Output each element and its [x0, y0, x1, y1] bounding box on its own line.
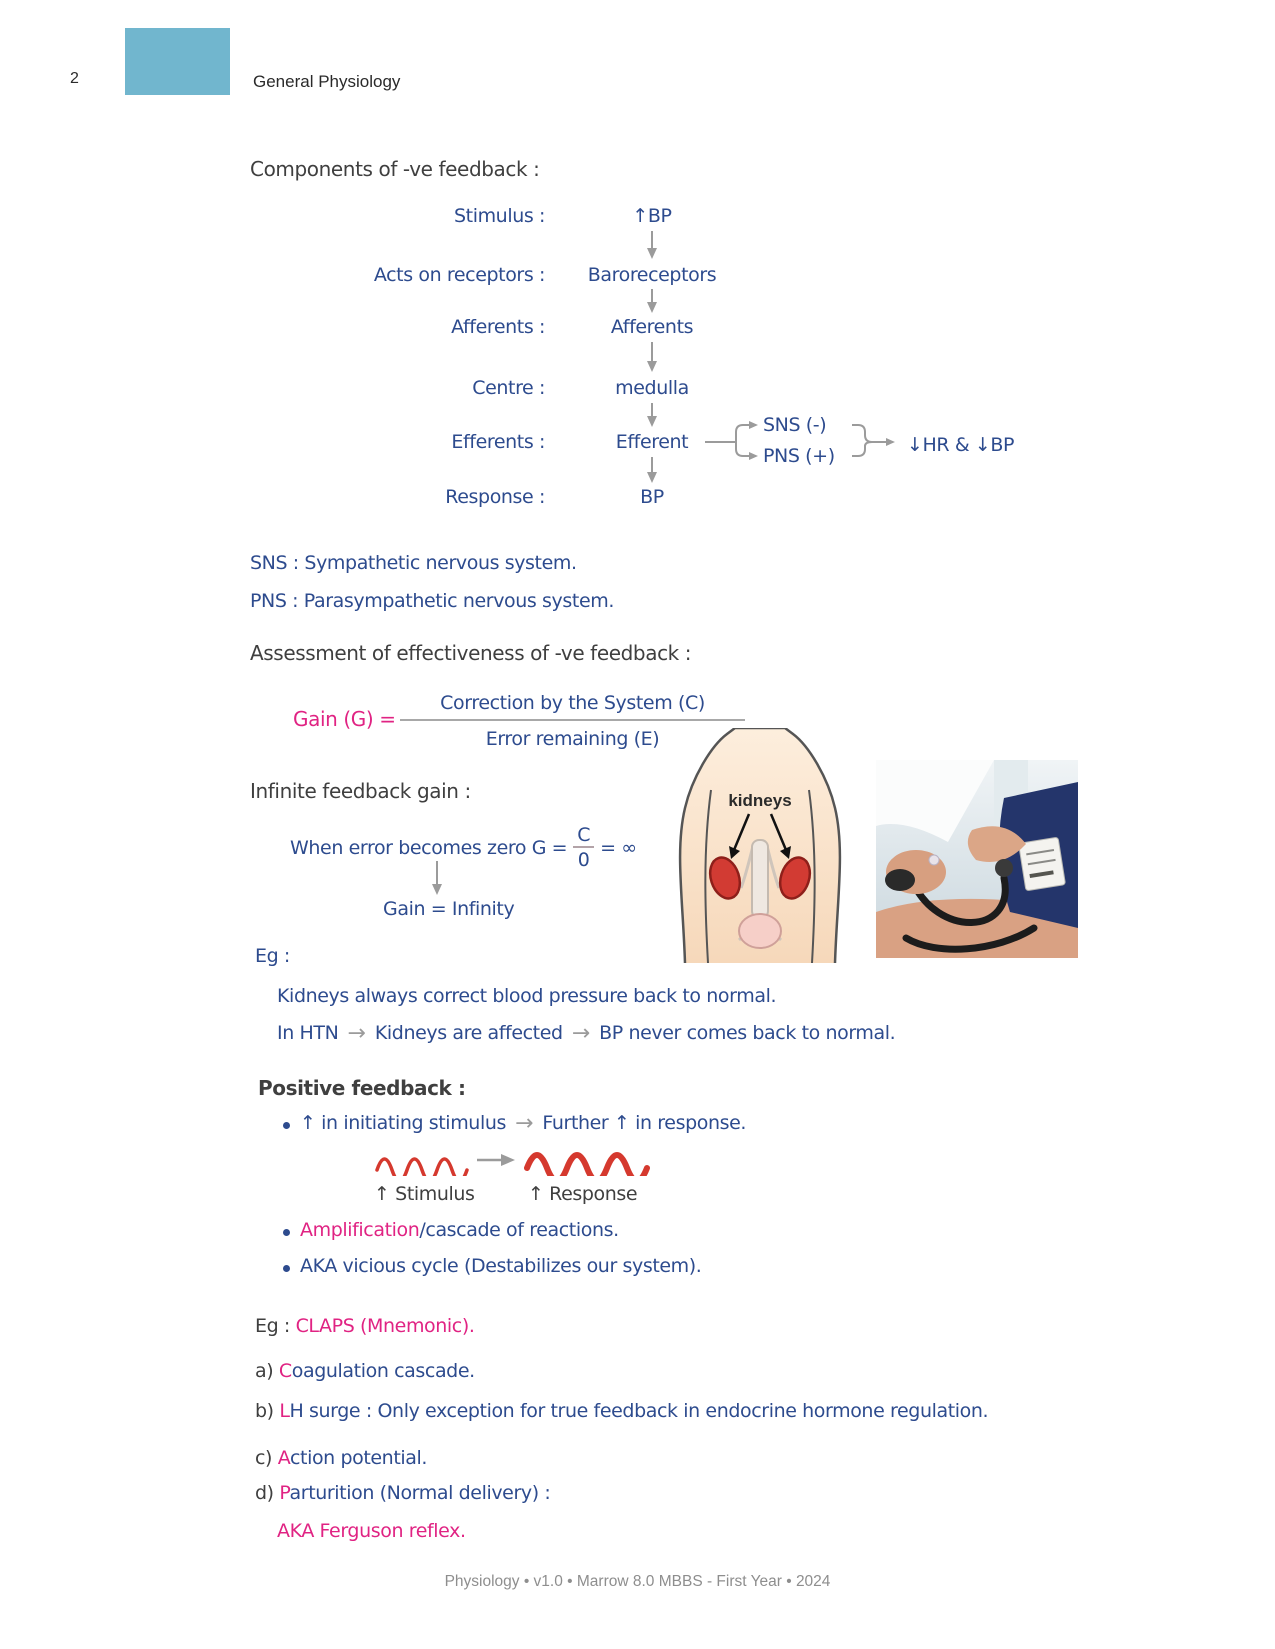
positive-bullet-1: [300, 1110, 746, 1137]
htn-line: [277, 1020, 895, 1047]
htn-mid: Kidneys are affected: [374, 1022, 563, 1044]
list-item-d: [255, 1480, 550, 1506]
positive-bullet-2: [300, 1217, 619, 1243]
list-item-a: [255, 1358, 475, 1384]
bullet-dot: [283, 1229, 290, 1236]
mnemonic-label: Eg :: [255, 1315, 290, 1337]
section-title-positive-feedback: Positive feedback :: [258, 1076, 466, 1100]
bullet-dot: [283, 1122, 290, 1129]
inline-fraction: [573, 825, 594, 870]
abbreviation-sns: SNS : Sympathetic nervous system.: [250, 552, 577, 574]
list-item-prefix: c): [255, 1447, 273, 1469]
flow-row-label: Stimulus :: [453, 205, 545, 227]
right-arrow-icon: →: [571, 1021, 591, 1046]
gain-lhs: Gain (G) =: [293, 707, 396, 731]
list-item-prefix: b): [255, 1400, 274, 1422]
flow-row-label: Efferents :: [451, 431, 545, 453]
flow-row-label: Afferents :: [451, 316, 545, 338]
example-line: Kidneys always correct blood pressure back to normal.: [277, 985, 777, 1007]
flow-node: BP: [640, 486, 664, 508]
down-arrow-icon: [430, 861, 444, 895]
down-arrow-icon: [645, 342, 659, 372]
section-title-infinite-gain: Infinite feedback gain :: [250, 779, 471, 803]
flow-node: Baroreceptors: [587, 264, 717, 286]
wave-label-stimulus: ↑ Stimulus: [374, 1183, 475, 1205]
mnemonic-value: CLAPS (Mnemonic).: [295, 1315, 475, 1337]
right-arrow-icon: [477, 1152, 515, 1168]
wave-label-response: ↑ Response: [528, 1183, 638, 1205]
infinite-gain-post: = ∞: [600, 836, 637, 859]
htn-pre: In HTN: [277, 1022, 339, 1044]
right-arrow-icon: →: [514, 1111, 534, 1136]
branch-result: ↓HR & ↓BP: [907, 434, 1015, 456]
page-footer: Physiology • v1.0 • Marrow 8.0 MBBS - First Year • 2024: [444, 1573, 831, 1590]
flow-row-label: Centre :: [472, 377, 545, 399]
wave-large-icon: [523, 1140, 651, 1176]
inline-fraction-numerator: C: [573, 825, 594, 848]
list-item-prefix: d): [255, 1482, 274, 1504]
bullet-dot: [283, 1265, 290, 1272]
branch-label-pns: PNS (+): [763, 445, 835, 467]
positive-bullet-3: AKA vicious cycle (Destabilizes our system).: [300, 1255, 702, 1277]
gain-denominator: Error remaining (E): [485, 728, 660, 750]
list-item-rest: H surge : Only exception for true feedback in endocrine hormone regulation.: [289, 1400, 989, 1422]
down-arrow-icon: [645, 289, 659, 313]
list-item-c: [255, 1445, 427, 1471]
section-title-negative-feedback: Components of -ve feedback :: [250, 157, 540, 181]
list-item-rest: arturition (Normal delivery) :: [289, 1482, 551, 1504]
gain-numerator: Correction by the System (C): [400, 690, 745, 721]
flow-node: ↑BP: [632, 205, 672, 227]
list-item-initial: P: [279, 1482, 290, 1504]
flow-row-label: Response :: [445, 486, 545, 508]
mnemonic-line: [255, 1313, 475, 1339]
flow-node: Efferent: [615, 431, 689, 453]
gain-infinity-result: Gain = Infinity: [383, 898, 515, 920]
flow-row-label: Acts on receptors :: [373, 264, 545, 286]
branch-label-sns: SNS (-): [763, 414, 827, 436]
bullet1-post: Further ↑ in response.: [542, 1112, 747, 1134]
right-arrow-icon: →: [347, 1021, 366, 1046]
bullet2-rest: /cascade of reactions.: [419, 1219, 619, 1241]
kidneys-figure: [655, 728, 865, 963]
bp-photo: [876, 760, 1078, 958]
infinite-gain-equation: [290, 825, 637, 870]
list-item-initial: A: [277, 1447, 290, 1469]
example-label: Eg :: [255, 945, 290, 967]
branch-split-connector: [703, 408, 763, 474]
inline-fraction-denominator: 0: [577, 849, 590, 871]
page-number: 2: [70, 70, 79, 87]
list-item-b: [255, 1398, 988, 1424]
flow-node: Afferents: [610, 316, 694, 338]
header-color-block: [125, 28, 230, 95]
list-item-initial: L: [279, 1400, 290, 1422]
wave-small-icon: [375, 1146, 469, 1176]
abbreviation-pns: PNS : Parasympathetic nervous system.: [250, 590, 614, 612]
list-item-rest: ction potential.: [289, 1447, 428, 1469]
list-item-initial: C: [278, 1360, 292, 1382]
list-item-rest: oagulation cascade.: [291, 1360, 475, 1382]
branch-merge-connector: [850, 408, 906, 474]
down-arrow-icon: [645, 231, 659, 259]
section-title-gain-assessment: Assessment of effectiveness of -ve feedback :: [250, 641, 692, 665]
kidneys-label: kidneys: [728, 791, 792, 810]
flow-node: medulla: [615, 377, 689, 399]
down-arrow-icon: [645, 457, 659, 483]
down-arrow-icon: [645, 403, 659, 427]
bullet2-highlight: Amplification: [300, 1219, 420, 1241]
bullet1-pre: ↑ in initiating stimulus: [300, 1112, 506, 1134]
infinite-gain-pre: When error becomes zero G =: [290, 836, 568, 859]
list-item-prefix: a): [255, 1360, 274, 1382]
ferguson-line: AKA Ferguson reflex.: [277, 1520, 466, 1542]
page-header-title: General Physiology: [253, 72, 401, 91]
htn-post: BP never comes back to normal.: [599, 1022, 896, 1044]
